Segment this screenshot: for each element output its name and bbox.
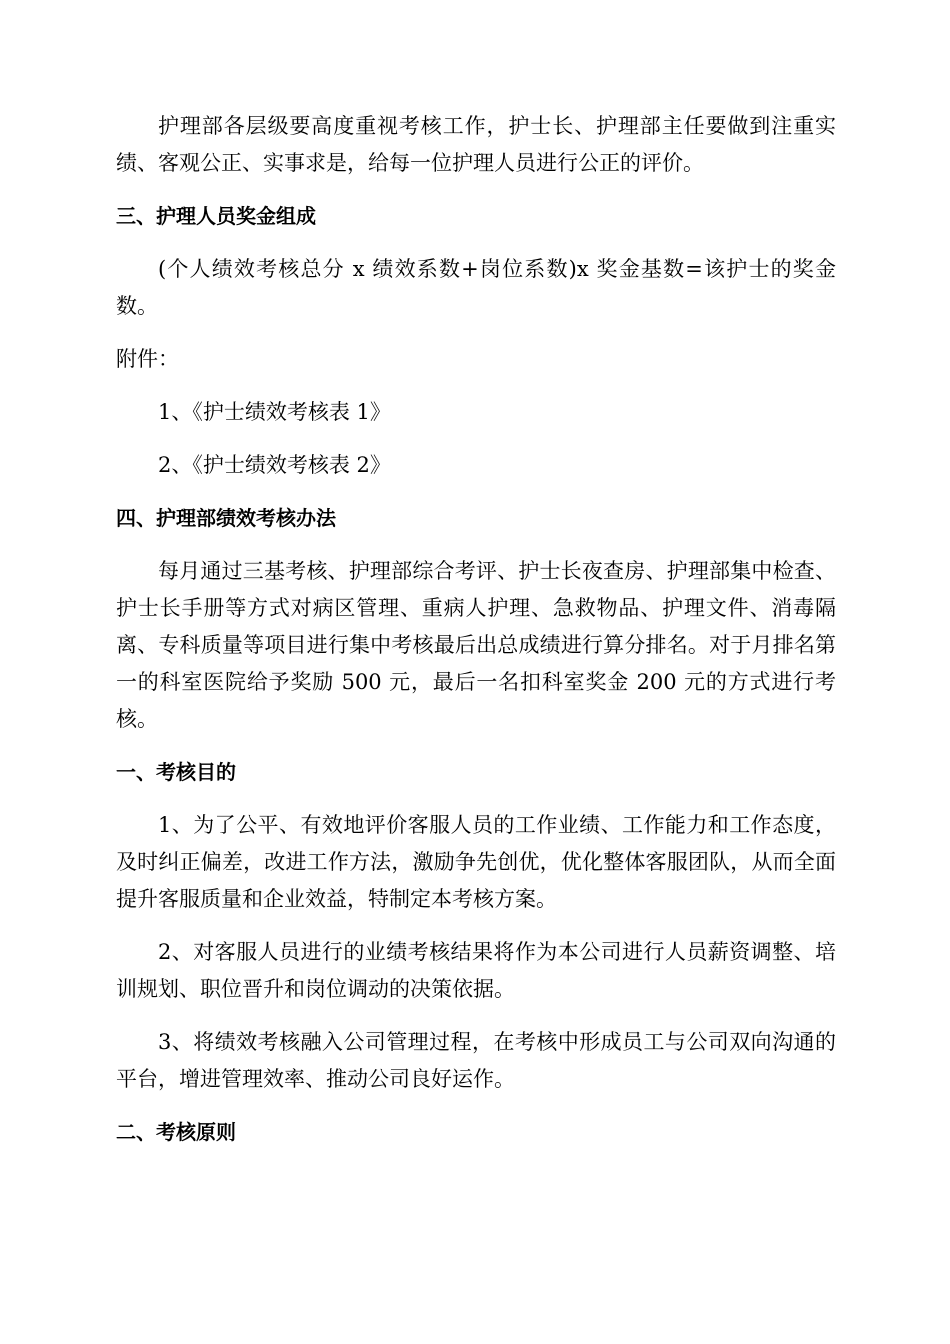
heading-assessment-purpose: 一、考核目的 [116,760,236,784]
heading-assessment-method: 四、护理部绩效考核办法 [116,506,336,530]
paragraph-bonus-formula: (个人绩效考核总分 x 绩效系数+岗位系数)x 奖金基数=该护士的奖金数。 [116,257,836,318]
paragraph-purpose-1: 1、为了公平、有效地评价客服人员的工作业绩、工作能力和工作态度，及时纠正偏差，改进工作方法，激励争先创优，优化整体客服团队，从而全面提升客服质量和企业效益，特制定本考核方案。 [116,813,836,911]
heading-assessment-principles: 二、考核原则 [116,1120,236,1144]
paragraph-purpose-2: 2、对客服人员进行的业绩考核结果将作为本公司进行人员薪资调整、培训规划、职位晋升和岗位调动的决策依据。 [116,940,836,1001]
attachment-item-1: 1、《护士绩效考核表 1》 [158,400,391,424]
attachments-label: 附件： [116,347,179,371]
paragraph-assessment-method: 每月通过三基考核、护理部综合考评、护士长夜查房、护理部集中检查、护士长手册等方式对病区管理、重病人护理、急救物品、护理文件、消毒隔离、专科质量等项目进行集中考核最后出总成绩进行算分排名。对于月排名第一的科室医院给予奖励 500 元，最后一名扣科室奖金 200 元的方式进行考核。 [116,559,836,731]
document-page [116,108,836,1167]
paragraph-intro: 护理部各层级要高度重视考核工作，护士长、护理部主任要做到注重实绩、客观公正、实事求是，给每一位护理人员进行公正的评价。 [116,114,836,175]
heading-bonus-composition: 三、护理人员奖金组成 [116,204,316,228]
attachment-item-2: 2、《护士绩效考核表 2》 [158,453,391,477]
paragraph-purpose-3: 3、将绩效考核融入公司管理过程，在考核中形成员工与公司双向沟通的平台，增进管理效率、推动公司良好运作。 [116,1030,836,1091]
